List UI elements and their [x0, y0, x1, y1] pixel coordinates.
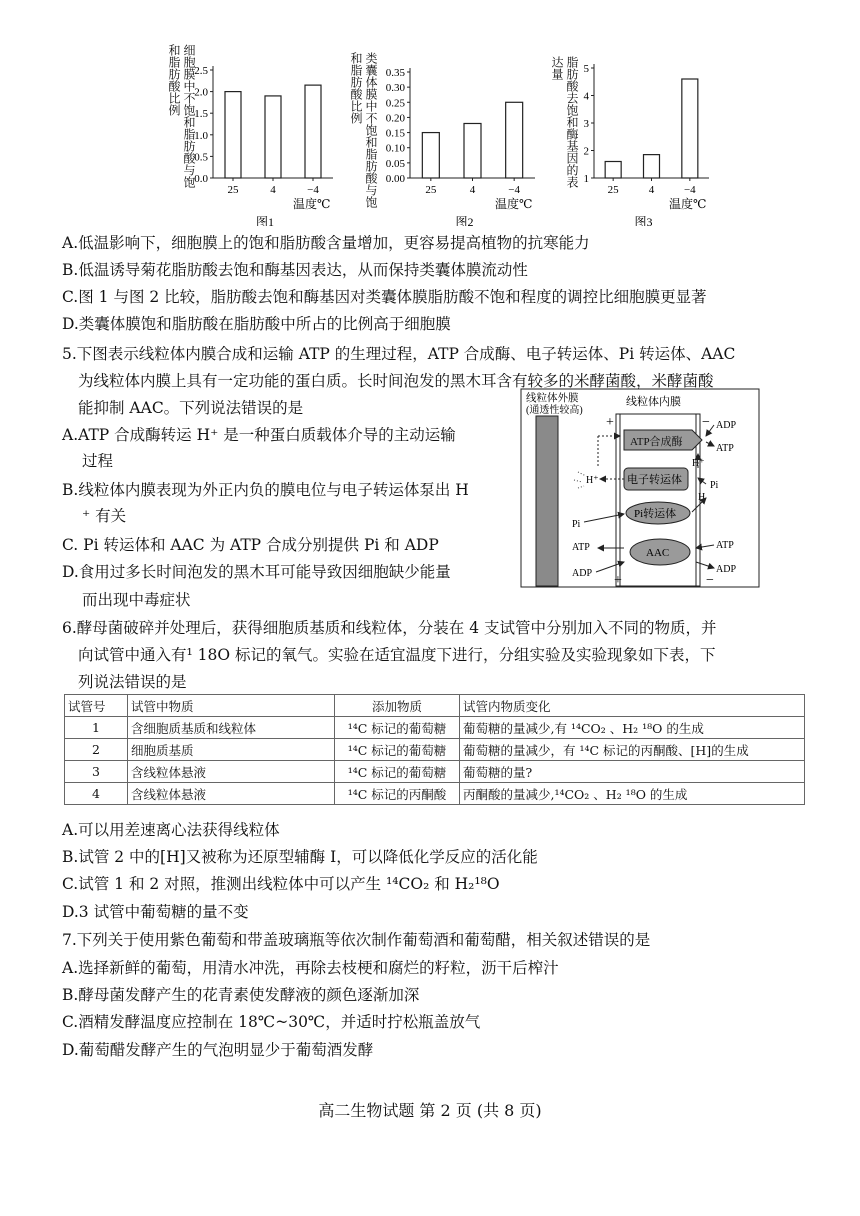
fig3-chart [572, 56, 722, 226]
fig2-ylabel: 类囊体膜中不饱和脂肪酸与饱和脂肪酸比例 [349, 52, 378, 208]
table-row [65, 739, 805, 761]
table-row [65, 717, 805, 739]
y-tick-label: 1.5 [194, 108, 208, 121]
q5-stem-line2: 为线粒体内膜上具有一定功能的蛋白质。长时间泡发的黑木耳含有较多的米酵菌酸，米酵菌酸 [78, 372, 714, 390]
q7-stem: 7.下列关于使用紫色葡萄和带盖玻璃瓶等依次制作葡萄酒和葡萄醋，相关叙述错误的是 [62, 931, 651, 949]
y-tick-label: 2.5 [194, 65, 208, 77]
q6-stem-line1: 6.酵母菌破碎并处理后，获得细胞质基质和线粒体，分装在 4 支试管中分别加入不同的物质，并 [62, 619, 717, 637]
x-tick-label: 25 [227, 184, 239, 196]
bar [225, 92, 241, 178]
table-cell: 2 [65, 739, 128, 761]
x-tick-label: 25 [425, 184, 437, 196]
q7-option-d: D.葡萄醋发酵产生的气泡明显少于葡萄酒发酵 [62, 1041, 374, 1059]
adp-label-right: ADP [716, 564, 737, 575]
bar [305, 85, 321, 178]
y-tick-label: 0.25 [385, 97, 405, 110]
figure-caption: 图3 [634, 215, 653, 226]
y-tick-label: 2.0 [194, 86, 208, 99]
table-header: 添加物质 [335, 695, 460, 717]
table-cell: ¹⁴C 标记的丙酮酸 [335, 783, 460, 805]
q7-option-b: B.酵母菌发酵产生的花青素使发酵液的颜色逐渐加深 [62, 986, 420, 1004]
q5-stem-line3: 能抑制 AAC。下列说法错误的是 [78, 399, 304, 417]
table-cell: 细胞质基质 [128, 739, 335, 761]
table-cell: ¹⁴C 标记的葡萄糖 [335, 717, 460, 739]
x-tick-label: −4 [508, 184, 521, 196]
q5-option-c: C. Pi 转运体和 AAC 为 ATP 合成分别提供 Pi 和 ADP [62, 536, 439, 554]
h-label: H [698, 492, 706, 503]
table-cell: 含线粒体悬液 [128, 761, 335, 783]
q5-option-b-line2: ⁺ 有关 [82, 507, 127, 525]
plus-sign-bottom: + [614, 573, 622, 588]
table-cell: ¹⁴C 标记的葡萄糖 [335, 761, 460, 783]
pi-transporter-label: Pi转运体 [634, 508, 677, 520]
pi-label-right: Pi [710, 480, 719, 491]
adp-label-left: ADP [572, 568, 593, 579]
q7-option-c: C.酒精发酵温度应控制在 18℃~30℃，并适时拧松瓶盖放气 [62, 1013, 481, 1031]
y-tick-label: 0.20 [385, 112, 405, 125]
y-tick-label: 0.10 [385, 142, 405, 155]
experiment-table [64, 694, 805, 805]
bar [265, 96, 281, 178]
x-tick-label: −4 [683, 184, 696, 196]
y-tick-label: 0.05 [385, 157, 405, 170]
table-row [65, 783, 805, 805]
atp-label-1: ATP [716, 443, 734, 454]
pi-label-left: Pi [572, 519, 581, 530]
adp-label-1: ADP [716, 420, 737, 431]
table-cell: ¹⁴C 标记的葡萄糖 [335, 739, 460, 761]
figure-caption: 图2 [455, 215, 474, 226]
mitochondria-diagram [520, 388, 760, 588]
bar [605, 162, 621, 179]
fig1-ylabel: 细胞膜中不饱和脂肪酸与饱和脂肪酸比例 [167, 44, 196, 188]
fig2-chart [370, 56, 545, 226]
outer-membrane-note: (通透性较高) [526, 405, 583, 416]
q7-option-a: A.选择新鲜的葡萄，用清水冲洗，再除去枝梗和腐烂的籽粒，沥干后榨汁 [62, 959, 559, 977]
x-tick-label: 4 [648, 184, 655, 196]
x-axis-label: 温度℃ [669, 197, 707, 211]
x-axis-label: 温度℃ [495, 197, 533, 211]
y-tick-label: 0.0 [194, 173, 208, 185]
y-tick-label: 4 [583, 90, 589, 103]
fig3-ylabel: 脂肪酸去饱和酶基因的表达量 [550, 56, 579, 188]
table-header: 试管中物质 [128, 695, 335, 717]
q5-option-d-line1: D.食用过多长时间泡发的黑木耳可能导致因细胞缺少能量 [62, 563, 451, 581]
minus-sign-bottom: − [706, 573, 714, 588]
q5-option-d-line2: 而出现中毒症状 [82, 591, 191, 609]
x-axis-label: 温度℃ [293, 197, 331, 211]
fig1-chart [180, 56, 345, 226]
q6-stem-line3: 列说法错误的是 [78, 673, 187, 691]
q4-option-b: B.低温诱导菊花脂肪酸去饱和酶基因表达，从而保持类囊体膜流动性 [62, 261, 528, 279]
table-cell: 含线粒体悬液 [128, 783, 335, 805]
q6-option-d: D.3 试管中葡萄糖的量不变 [62, 903, 249, 921]
minus-sign-top: − [702, 415, 710, 430]
table-cell: 1 [65, 717, 128, 739]
table-cell: 4 [65, 783, 128, 805]
q4-option-c: C.图 1 与图 2 比较，脂肪酸去饱和酶基因对类囊体膜脂肪酸不饱和程度的调控比细胞膜更显著 [62, 288, 707, 306]
y-tick-label: 3 [583, 118, 589, 130]
bar [422, 133, 439, 178]
y-tick-label: 0.30 [385, 82, 405, 95]
table-header: 试管号 [65, 695, 128, 717]
h-plus-label-left: H⁺ [586, 475, 599, 486]
aac-label: AAC [646, 547, 670, 559]
bar [506, 102, 523, 178]
y-tick-label: 0.5 [194, 151, 208, 164]
q6-option-c: C.试管 1 和 2 对照，推测出线粒体中可以产生 ¹⁴CO₂ 和 H₂¹⁸O [62, 875, 500, 893]
x-tick-label: 4 [469, 184, 476, 196]
table-cell: 葡萄糖的量减少,有 ¹⁴CO₂ 、H₂ ¹⁸O 的生成 [460, 717, 805, 739]
q5-option-a-line2: 过程 [82, 452, 114, 470]
q5-option-a-line1: A.ATP 合成酶转运 H⁺ 是一种蛋白质载体介导的主动运输 [62, 426, 456, 444]
y-tick-label: 0.00 [385, 173, 405, 185]
h-plus-label-right: H⁺ [692, 458, 705, 469]
y-tick-label: 0.15 [385, 127, 405, 140]
x-tick-label: 4 [270, 184, 276, 196]
table-cell: 葡萄糖的量减少，有 ¹⁴C 标记的丙酮酸、[H]的生成 [460, 739, 805, 761]
q6-stem-line2: 向试管中通入有¹ 18O 标记的氧气。实验在适宜温度下进行，分组实验及实验现象如下表，下 [78, 646, 716, 664]
q6-option-b: B.试管 2 中的[H]又被称为还原型辅酶 I，可以降低化学反应的活化能 [62, 848, 538, 866]
bar [682, 79, 698, 178]
q5-option-b-line1: B.线粒体内膜表现为外正内负的膜电位与电子转运体泵出 H [62, 481, 469, 499]
bar [644, 155, 660, 178]
plus-sign-top: + [606, 415, 614, 430]
q4-option-d: D.类囊体膜饱和脂肪酸在脂肪酸中所占的比例高于细胞膜 [62, 315, 451, 333]
outer-membrane [536, 416, 558, 586]
atp-label-right: ATP [716, 540, 734, 551]
figure-caption: 图1 [255, 215, 275, 226]
q4-option-a: A.低温影响下，细胞膜上的饱和脂肪酸含量增加，更容易提高植物的抗寒能力 [62, 234, 590, 252]
atp-label-left: ATP [572, 542, 590, 553]
y-tick-label: 5 [583, 63, 589, 75]
table-header: 试管内物质变化 [460, 695, 805, 717]
table-cell: 葡萄糖的量? [460, 761, 805, 783]
outer-membrane-label: 线粒体外膜 [526, 393, 579, 404]
table-header-row [65, 695, 805, 717]
table-cell: 丙酮酸的量减少,¹⁴CO₂ 、H₂ ¹⁸O 的生成 [460, 783, 805, 805]
table-cell: 含细胞质基质和线粒体 [128, 717, 335, 739]
page-footer: 高二生物试题 第 2 页 (共 8 页) [318, 1101, 542, 1120]
y-tick-label: 1 [583, 173, 589, 185]
atp-synthase-label: ATP合成酶 [630, 436, 683, 448]
x-tick-label: 25 [607, 184, 619, 196]
electron-transporter-label: 电子转运体 [627, 474, 682, 486]
bar [464, 123, 481, 178]
y-tick-label: 1.0 [194, 129, 208, 142]
table-row [65, 761, 805, 783]
inner-membrane-label: 线粒体内膜 [626, 396, 681, 408]
q6-option-a: A.可以用差速离心法获得线粒体 [62, 821, 280, 839]
x-tick-label: −4 [307, 184, 319, 196]
y-tick-label: 0.35 [385, 67, 405, 79]
y-tick-label: 2 [583, 145, 589, 158]
q5-stem-line1: 5.下图表示线粒体内膜合成和运输 ATP 的生理过程，ATP 合成酶、电子转运体、Pi 转运体、AAC [62, 345, 736, 363]
table-cell: 3 [65, 761, 128, 783]
